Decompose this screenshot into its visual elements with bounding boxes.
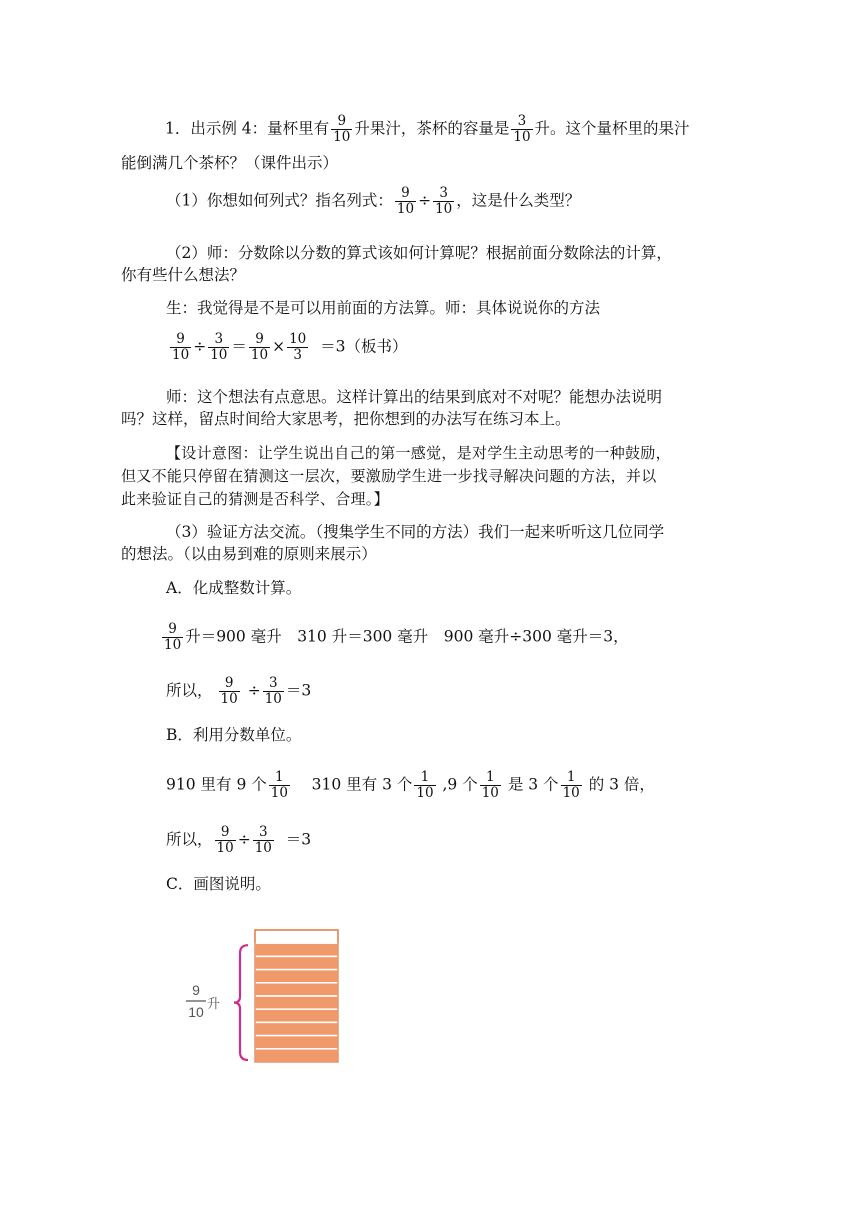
text: ，这是什么类型？	[456, 191, 581, 210]
curly-brace-icon	[234, 945, 248, 1060]
fraction: $\frac{1}{10}$	[562, 769, 580, 801]
design-intent-line-2: 但又不能只停留在猜测这一层次，要激励学生进一步找寻解决问题的方法，并以	[121, 467, 657, 485]
text: 310 里有 3 个	[311, 775, 413, 794]
text: ＝3	[285, 681, 312, 700]
method-b-title: B．利用分数单位。	[166, 726, 302, 744]
fraction: $\frac{1}{10}$	[416, 769, 434, 801]
fraction: $\frac{9}{10}$	[333, 113, 351, 145]
text: 升。这个量杯里的果汁	[534, 119, 690, 138]
fraction: $\frac{1}{10}$	[270, 769, 288, 801]
cup-segment-filled	[255, 1009, 338, 1022]
fraction: $\frac{3}{10}$	[210, 331, 228, 363]
cup-segment-empty	[255, 930, 338, 943]
operator: ×	[272, 337, 286, 356]
example-line-2: 能倒满几个茶杯？（课件出示）	[121, 154, 339, 172]
text: 升＝900 毫升 310 升＝300 毫升 900 毫升÷300 毫升＝3，	[185, 627, 629, 646]
method-b-result	[166, 825, 311, 856]
student-answer: 生：我觉得是不是可以用前面的方法算。师：具体说说你的方法	[166, 299, 601, 317]
text: 是 3 个	[507, 775, 559, 794]
fraction: $\frac{9}{10}$	[220, 675, 238, 707]
design-intent-line-3: 此来验证自己的猜测是否科学、合理。】	[121, 490, 389, 508]
teacher-line-2: 吗？这样，留点时间给大家思考，把你想到的办法写在练习本上。	[121, 410, 571, 428]
text: 所以，	[166, 830, 213, 849]
question-3-line-1: （3）验证方法交流。（搜集学生不同的方法）我们一起来听听这几位同学	[166, 523, 665, 541]
measuring-cup-diagram	[178, 905, 348, 1075]
text: 的 3 倍，	[588, 775, 655, 794]
operator: ÷	[247, 681, 261, 700]
board-equation	[168, 332, 408, 363]
fraction: $\frac{9}{10}$	[164, 621, 182, 653]
fraction: $\frac{9}{10}$	[172, 331, 190, 363]
fraction: $\frac{3}{10}$	[435, 185, 453, 217]
fraction: $\frac{9}{10}$	[250, 331, 269, 363]
text: 所以，	[166, 681, 213, 700]
cup-segment-filled	[255, 956, 338, 969]
fraction: $\frac{9}{10}$	[216, 824, 234, 856]
example-line	[165, 114, 690, 145]
cup-segment-filled	[255, 943, 338, 956]
operator: ＝	[231, 337, 247, 356]
question-3-line-2: 的想法。（以由易到难的原则来展示）	[121, 545, 377, 563]
fraction: $\frac{10}{3}$	[289, 331, 307, 363]
method-a-title: A．化成整数计算。	[166, 579, 302, 597]
text: ,9 个	[442, 775, 478, 794]
cup-segments	[255, 930, 338, 1062]
design-intent-line-1: 【设计意图：让学生说出自己的第一感觉，是对学生主动思考的一种鼓励，	[166, 444, 671, 462]
fraction: $\frac{3}{10}$	[254, 824, 272, 856]
fraction: $\frac{3}{10}$	[513, 113, 531, 145]
fraction: $\frac{1}{10}$	[481, 769, 499, 801]
method-c-title: C．画图说明。	[166, 875, 271, 893]
fraction: $\frac{3}{10}$	[264, 675, 282, 707]
text: 910 里有 9 个	[166, 775, 267, 794]
operator: ÷	[418, 191, 432, 210]
diagram-label-denominator: 10	[188, 1004, 204, 1020]
text: ＝3	[285, 830, 312, 849]
text: ＝3（板书）	[320, 337, 408, 356]
operator: ÷	[193, 337, 207, 356]
method-a-result	[166, 676, 311, 707]
cup-segment-filled	[255, 1036, 338, 1049]
cup-segment-filled	[255, 1049, 338, 1062]
diagram-label-unit: 升	[207, 997, 221, 1012]
cup-segment-filled	[255, 983, 338, 996]
question-1	[166, 186, 580, 217]
text: （1）你想如何列式？指名列式：	[166, 191, 393, 210]
text: 1．出示例 4：量杯里有	[165, 119, 330, 138]
text: 升果汁，茶杯的容量是	[354, 119, 510, 138]
method-b-line	[166, 770, 655, 801]
question-2-line-2: 你有些什么想法？	[121, 266, 246, 284]
fraction: $\frac{9}{10}$	[396, 185, 415, 217]
question-2-line-1: （2）师：分数除以分数的算式该如何计算呢？根据前面分数除法的计算，	[166, 244, 672, 262]
method-a-line	[160, 622, 629, 653]
operator: ÷	[237, 830, 251, 849]
diagram-label-numerator: 9	[192, 982, 200, 998]
cup-segment-filled	[255, 1022, 338, 1035]
cup-segment-filled	[255, 970, 338, 983]
teacher-line-1: 师：这个想法有点意思。这样计算出的结果到底对不对呢？能想办法说明	[166, 388, 663, 406]
cup-segment-filled	[255, 996, 338, 1009]
